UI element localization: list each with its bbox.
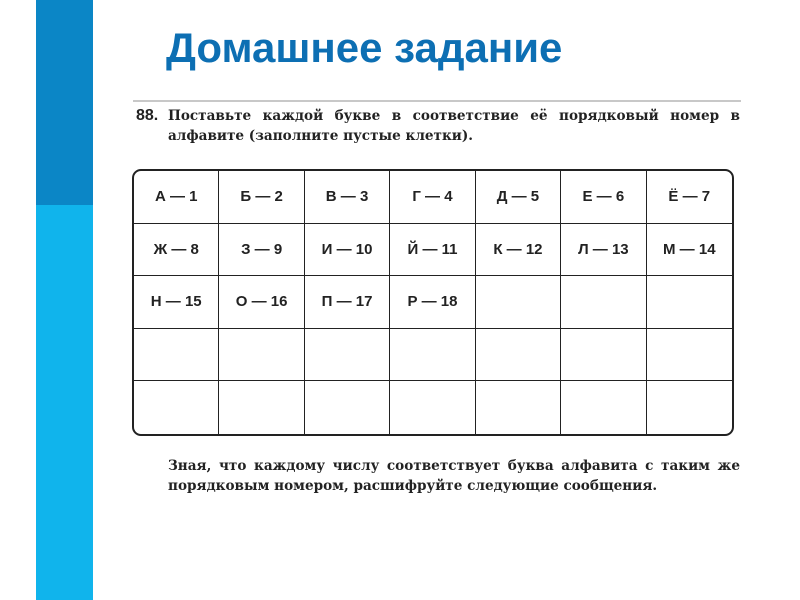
table-cell [476, 329, 561, 382]
table-cell [134, 329, 219, 382]
decorative-bar-light [36, 205, 93, 600]
table-cell [561, 329, 646, 382]
table-cell [305, 329, 390, 382]
slide-title: Домашнее задание [166, 24, 563, 71]
table-cell: М — 14 [647, 224, 732, 277]
table-cell: Г — 4 [390, 171, 475, 224]
table-cell: Д — 5 [476, 171, 561, 224]
table-cell: А — 1 [134, 171, 219, 224]
table-cell: П — 17 [305, 276, 390, 329]
table-cell [647, 329, 732, 382]
table-cell: Ё — 7 [647, 171, 732, 224]
table-cell: И — 10 [305, 224, 390, 277]
table-cell: Н — 15 [134, 276, 219, 329]
decorative-bar-dark [36, 0, 93, 205]
table-cell: Р — 18 [390, 276, 475, 329]
table-cell [647, 276, 732, 329]
table-cell [219, 329, 304, 382]
exercise-followup: Зная, что каждому числу соответствует буква алфавита с таким же порядковым номером, расшифруйте следующие сообщения. [168, 458, 740, 494]
table-cell [390, 381, 475, 434]
table-cell: Ж — 8 [134, 224, 219, 277]
table-cell [134, 381, 219, 434]
table-cell [476, 381, 561, 434]
table-cell: Л — 13 [561, 224, 646, 277]
table-cell: Й — 11 [390, 224, 475, 277]
table-cell: К — 12 [476, 224, 561, 277]
alphabet-table [132, 169, 734, 436]
table-cell: З — 9 [219, 224, 304, 277]
table-cell [305, 381, 390, 434]
exercise-instruction: Поставьте каждой букве в соответствие её порядковый номер в алфавите (заполните пустые клетки). [168, 108, 740, 144]
table-cell [647, 381, 732, 434]
table-cell [390, 329, 475, 382]
table-cell [476, 276, 561, 329]
table-cell [561, 276, 646, 329]
table-cell [219, 381, 304, 434]
table-cell: О — 16 [219, 276, 304, 329]
exercise-number: 88. [136, 107, 159, 124]
table-cell: Б — 2 [219, 171, 304, 224]
table-cell: В — 3 [305, 171, 390, 224]
table-cell: Е — 6 [561, 171, 646, 224]
divider [133, 100, 741, 102]
table-cell [561, 381, 646, 434]
